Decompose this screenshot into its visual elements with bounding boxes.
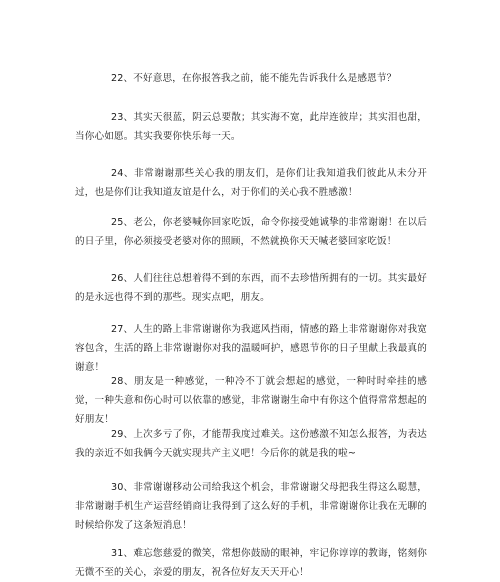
paragraph-31: 31、难忘您慈爱的微笑，常想你鼓励的眼神，牢记你谆谆的教诲，铭刻你无微不至的关心，亲爱的朋友，祝各位好友天天开心！ (75, 548, 427, 578)
paragraph-25: 25、老公，你老婆喊你回家吃饭，命令你接受她诚挚的非常谢谢！在以后的日子里，你必须接受老婆对你的照顾，不然就换你天天喊老婆回家吃饭！ (75, 217, 427, 247)
paragraph-26: 26、人们往往总想着得不到的东西，而不去珍惜所拥有的一切。其实最好的是永远也得不到的那些。现实点吧，朋友。 (75, 273, 427, 303)
paragraph-29: 29、上次多亏了你，才能帮我度过难关。这份感激不知怎么报答，为表达我的亲近不如我俩今天就实现共产主义吧！今后你的就是我的啦~ (75, 429, 427, 459)
paragraph-30: 30、非常谢谢移动公司给我这个机会，非常谢谢父母把我生得这么聪慧，非常谢谢手机生产运营经销商让我得到了这么好的手机，非常谢谢你让我在无聊的时候给你发了这条短消息！ (75, 482, 427, 531)
paragraph-27: 27、人生的路上非常谢谢你为我遮风挡雨，情感的路上非常谢谢你对我宽容包含，生活的路上非常谢谢你对我的温暖呵护，感恩节你的日子里献上我最真的谢意！ (75, 324, 427, 373)
paragraph-24: 24、非常谢谢那些关心我的朋友们，是你们让我知道我们彼此从未分开过，也是你们让我知道友谊是什么，对于你们的关心我不胜感激！ (75, 168, 427, 198)
paragraph-22: 22、不好意思，在你报答我之前，能不能先告诉我什么是感恩节？ (111, 73, 397, 84)
paragraph-23: 23、其实天很蓝，阴云总要散；其实海不宽，此岸连彼岸；其实泪也甜，当你心如愿。其实我要你快乐每一天。 (75, 112, 427, 142)
paragraph-28: 28、朋友是一种感觉，一种冷不丁就会想起的感觉，一种时时牵挂的感觉，一种失意和伤心时可以依靠的感觉，非常谢谢生命中有你这个值得常常想起的好朋友！ (75, 376, 427, 425)
